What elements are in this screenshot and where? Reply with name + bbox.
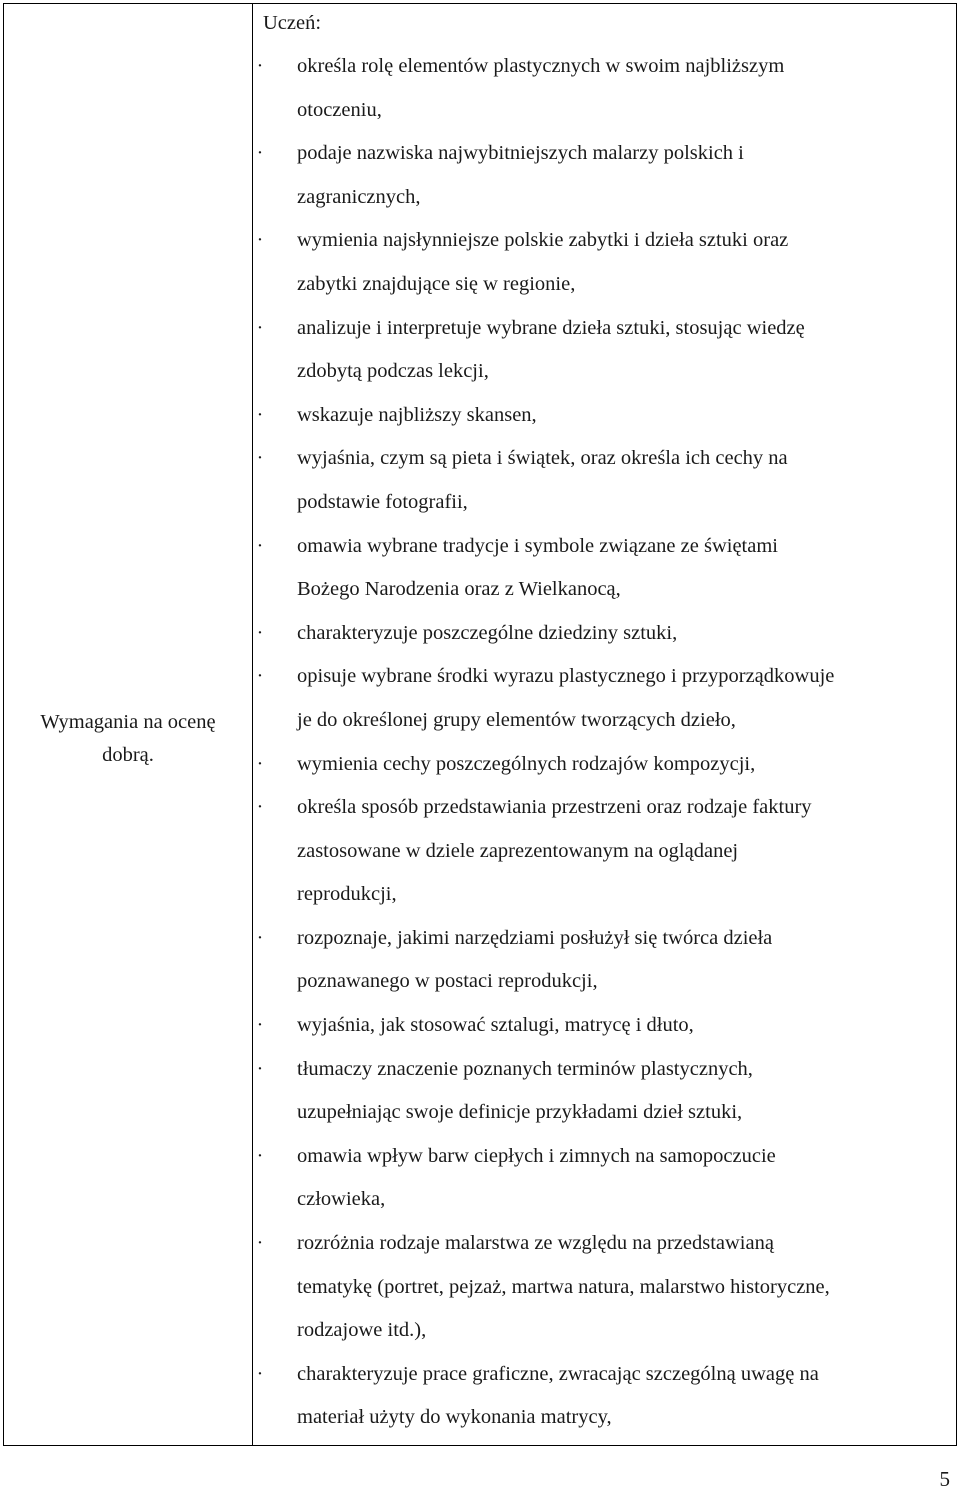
requirement-line: rodzajowe itd.),: [297, 1319, 427, 1342]
requirement-line: rozróżnia rodzaje malarstwa ze względu na przedstawianą: [297, 1232, 774, 1255]
requirement-line: charakteryzuje poszczególne dziedziny sztuki,: [297, 621, 678, 644]
requirement-item: [253, 45, 953, 132]
requirement-line: opisuje wybrane środki wyrazu plastycznego i przyporządkowuje: [297, 665, 835, 688]
requirement-line: reprodukcji,: [297, 883, 397, 906]
requirement-item: [253, 1135, 953, 1222]
page-number: 5: [939, 1467, 950, 1491]
requirement-line: podaje nazwiska najwybitniejszych malarzy polskich i: [297, 142, 744, 165]
requirement-item: [253, 612, 953, 656]
requirement-line: charakteryzuje prace graficzne, zwracając szczególną uwagę na: [297, 1362, 819, 1385]
requirement-item: [253, 525, 953, 612]
bullet-icon: ·: [256, 665, 264, 688]
requirement-item: [253, 1048, 953, 1135]
requirement-line: wyjaśnia, czym są pieta i świątek, oraz określa ich cechy na: [297, 447, 788, 470]
requirement-item: [253, 1222, 953, 1353]
bullet-icon: ·: [256, 229, 264, 252]
requirement-line: określa rolę elementów plastycznych w swoim najbliższym: [297, 55, 785, 77]
requirement-line: zdobytą podczas lekcji,: [297, 360, 489, 383]
requirement-line: Bożego Narodzenia oraz z Wielkanocą,: [297, 578, 621, 601]
requirement-line: wymienia cechy poszczególnych rodzajów kompozycji,: [297, 752, 756, 775]
requirement-line: uzupełniając swoje definicje przykładami dzieł sztuki,: [297, 1101, 743, 1124]
requirement-line: zabytki znajdujące się w regionie,: [297, 272, 576, 295]
intro-text: Uczeń:: [263, 12, 322, 34]
requirement-line: tematykę (portret, pejzaż, martwa natura, malarstwo historyczne,: [297, 1275, 830, 1298]
requirement-line: je do określonej grupy elementów tworzących dzieło,: [297, 708, 736, 731]
bullet-icon: ·: [256, 1362, 264, 1385]
requirement-line: materiał użyty do wykonania matrycy,: [297, 1406, 612, 1429]
bullet-icon: ·: [256, 403, 264, 426]
requirement-item: [253, 132, 953, 219]
requirement-item: [253, 655, 953, 742]
requirement-line: poznawanego w postaci reprodukcji,: [297, 970, 598, 993]
requirement-item: [253, 1004, 953, 1048]
bullet-icon: ·: [256, 621, 264, 644]
bullet-icon: ·: [256, 534, 264, 557]
bullet-icon: ·: [256, 1057, 264, 1080]
requirement-line: wskazuje najbliższy skansen,: [297, 403, 537, 426]
bullet-icon: ·: [256, 142, 264, 165]
bullet-icon: ·: [256, 447, 264, 470]
requirement-item: [253, 786, 953, 917]
requirement-line: otoczeniu,: [297, 98, 382, 121]
requirement-line: omawia wpływ barw ciepłych i zimnych na samopoczucie: [297, 1144, 776, 1167]
bullet-icon: ·: [256, 796, 264, 819]
requirement-line: podstawie fotografii,: [297, 490, 468, 513]
requirements-cell: [253, 4, 956, 1445]
bullet-icon: ·: [256, 55, 264, 77]
requirement-line: zagranicznych,: [297, 185, 421, 208]
requirement-line: wyjaśnia, jak stosować sztalugi, matrycę i dłuto,: [297, 1014, 694, 1037]
requirement-item: [253, 219, 953, 306]
requirement-line: rozpoznaje, jakimi narzędziami posłużył się twórca dzieła: [297, 926, 773, 949]
grade-label-cell: [4, 4, 253, 1445]
bullet-icon: ·: [256, 1144, 264, 1167]
requirement-line: zastosowane w dziele zaprezentowanym na oglądanej: [297, 839, 739, 862]
requirement-item: [253, 307, 953, 394]
bullet-icon: ·: [256, 926, 264, 949]
grade-label-line2: dobrą.: [102, 743, 154, 766]
requirement-line: wymienia najsłynniejsze polskie zabytki i dzieła sztuki oraz: [297, 229, 789, 252]
requirement-line: określa sposób przedstawiania przestrzeni oraz rodzaje faktury: [297, 796, 812, 819]
bullet-icon: ·: [256, 1014, 264, 1037]
requirement-item: [253, 437, 953, 524]
requirement-item: [253, 1353, 953, 1440]
bullet-icon: ·: [256, 752, 264, 775]
requirement-line: analizuje i interpretuje wybrane dzieła sztuki, stosując wiedzę: [297, 316, 805, 339]
requirement-line: tłumaczy znaczenie poznanych terminów plastycznych,: [297, 1057, 753, 1080]
requirement-item: [253, 743, 953, 787]
grade-label-line1: Wymagania na ocenę: [40, 710, 216, 733]
bullet-icon: ·: [256, 1232, 264, 1255]
requirements-list: [253, 45, 953, 1440]
requirement-line: omawia wybrane tradycje i symbole związane ze świętami: [297, 534, 778, 557]
requirement-item: [253, 394, 953, 438]
requirement-item: [253, 917, 953, 1004]
bullet-icon: ·: [256, 316, 264, 339]
grade-label: [8, 706, 248, 772]
grade-requirements-table: [3, 3, 957, 1446]
requirement-line: człowieka,: [297, 1188, 386, 1211]
